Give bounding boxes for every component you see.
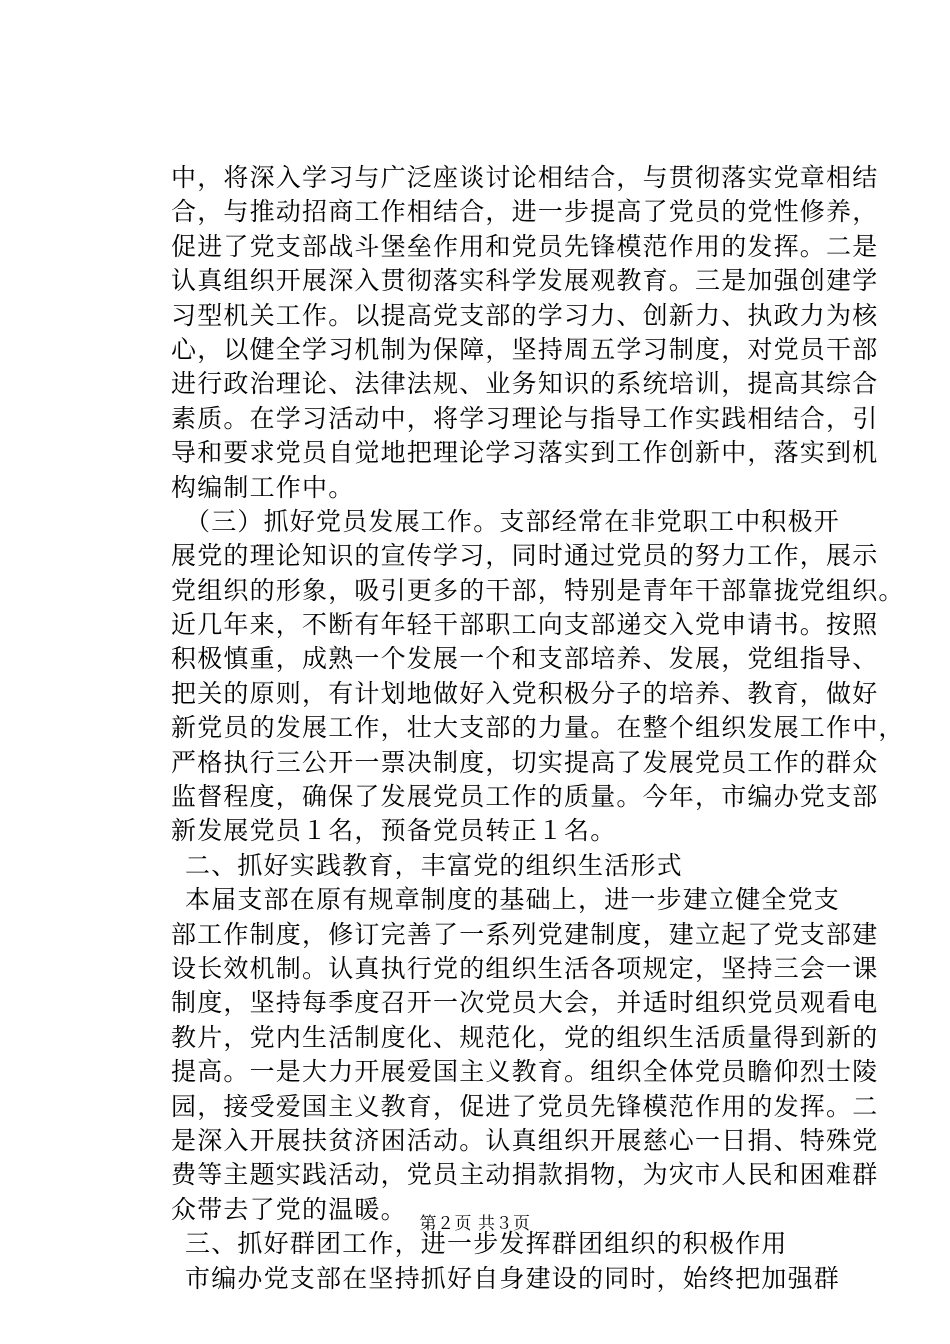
section-heading-line: 三、抓好群团工作，进一步发挥群团组织的积极作用: [185, 1229, 788, 1259]
text-line: 费等主题实践活动，党员主动捐款捐物，为灾市人民和困难群: [171, 1160, 879, 1190]
text-line: 导和要求党员自觉地把理论学习落实到工作创新中，落实到机: [171, 438, 879, 468]
text-line: 众带去了党的温暖。: [171, 1194, 407, 1224]
text-line: 新党员的发展工作，壮大支部的力量。在整个组织发展工作中，: [171, 713, 905, 743]
text-line: 监督程度，确保了发展党员工作的质量。今年，市编办党支部: [171, 782, 879, 812]
text-line: 本届支部在原有规章制度的基础上，进一步建立健全党支: [185, 885, 841, 915]
text-line: 展党的理论知识的宣传学习，同时通过党员的努力工作，展示: [171, 541, 879, 571]
text-line: 部工作制度，修订完善了一系列党建制度，建立起了党支部建: [171, 919, 879, 949]
text-line: 提高。一是大力开展爱国主义教育。组织全体党员瞻仰烈士陵: [171, 1057, 879, 1087]
text-line: 市编办党支部在坚持抓好自身建设的同时，始终把加强群: [185, 1263, 841, 1293]
text-line: 新发展党员１名，预备党员转正１名。: [171, 816, 617, 846]
text-line: 进行政治理论、法律法规、业务知识的系统培训，提高其综合: [171, 369, 879, 399]
text-line: 构编制工作中。: [171, 472, 355, 502]
text-line: 制度，坚持每季度召开一次党员大会，并适时组织党员观看电: [171, 988, 879, 1018]
text-line: 把关的原则，有计划地做好入党积极分子的培养、教育，做好: [171, 678, 879, 708]
text-line: 园，接受爱国主义教育，促进了党员先锋模范作用的发挥。二: [171, 1091, 879, 1121]
text-line: 中，将深入学习与广泛座谈讨论相结合，与贯彻落实党章相结: [171, 163, 879, 192]
text-line: 严格执行三公开一票决制度，切实提高了发展党员工作的群众: [171, 747, 879, 777]
text-line: 教片，党内生活制度化、规范化，党的组织生活质量得到新的: [171, 1022, 879, 1052]
text-line: 近几年来，不断有年轻干部职工向支部递交入党申请书。按照: [171, 610, 879, 640]
text-line: 党组织的形象，吸引更多的干部，特别是青年干部靠拢党组织。: [171, 575, 905, 605]
text-line: 习型机关工作。以提高党支部的学习力、创新力、执政力为核: [171, 300, 879, 330]
text-line: 设长效机制。认真执行党的组织生活各项规定，坚持三会一课: [171, 953, 879, 983]
section-heading-line: （三）抓好党员发展工作。支部经常在非党职工中积极开: [185, 506, 841, 536]
text-line: 是深入开展扶贫济困活动。认真组织开展慈心一日捐、特殊党: [171, 1125, 879, 1155]
text-line: 心，以健全学习机制为保障，坚持周五学习制度，对党员干部: [171, 334, 879, 364]
text-line: 积极慎重，成熟一个发展一个和支部培养、发展，党组指导、: [171, 644, 879, 674]
text-line: 认真组织开展深入贯彻落实科学发展观教育。三是加强创建学: [171, 266, 879, 296]
text-line: 促进了党支部战斗堡垒作用和党员先锋模范作用的发挥。二是: [171, 231, 879, 261]
section-heading-line: 二、抓好实践教育，丰富党的组织生活形式: [185, 850, 683, 880]
page-footer: 第２页 共３页: [419, 1214, 531, 1234]
text-line: 素质。在学习活动中，将学习理论与指导工作实践相结合，引: [171, 403, 879, 433]
text-line: 合，与推动招商工作相结合，进一步提高了党员的党性修养，: [171, 197, 879, 227]
document-body: [171, 161, 905, 1296]
